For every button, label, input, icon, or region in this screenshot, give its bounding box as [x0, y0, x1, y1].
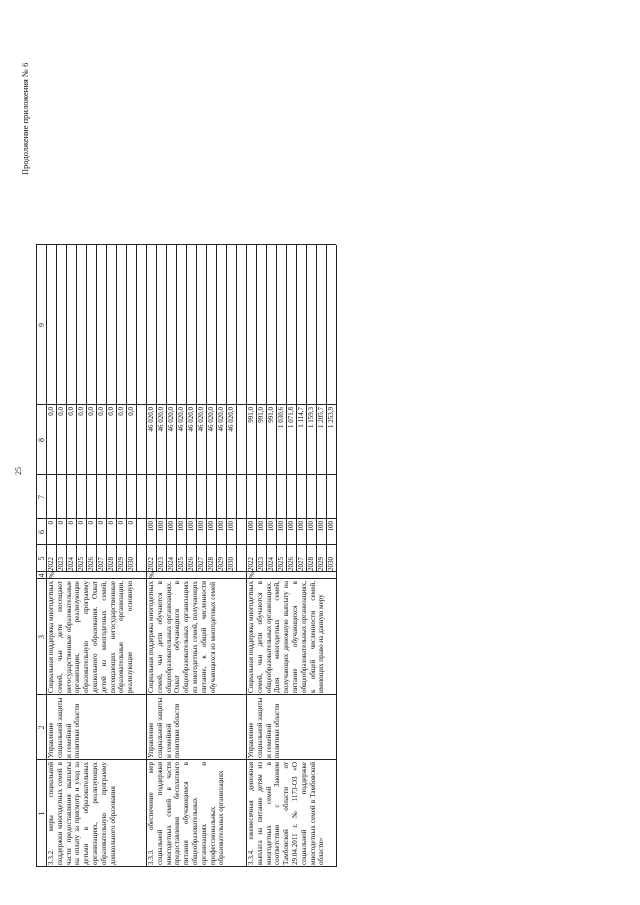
indicator-description: Социальная поддержка многодетных семей, чьи дети обучаются в общеобразовательных организациях. Охват обучающихся в общеобразовательных организациях из многодетных семей, получающих питание, к общей численности обучающихся из многодетных семей	[147, 581, 217, 693]
executor: Управление социальной защиты и семейной политики области	[247, 697, 282, 758]
unit: %	[248, 572, 256, 578]
amount-cell: 46 020,0	[157, 407, 165, 432]
amount-cell: 46 020,0	[227, 407, 235, 432]
year-cell: 2030	[227, 557, 235, 571]
column-number: 4	[37, 573, 46, 578]
grid-line	[36, 866, 336, 867]
value-cell: 100	[217, 521, 225, 532]
year-cell: 2022	[147, 557, 155, 571]
value-cell: 0	[127, 521, 135, 525]
amount-cell: 1 114,7	[297, 407, 305, 428]
year-cell: 2029	[217, 557, 225, 571]
year-cell: 2023	[157, 557, 165, 571]
year-cell: 2026	[287, 557, 295, 571]
indicator-description: Социальная поддержка многодетных семей, чьи дети посещают негосударственные образовательные организации, реализующие образовательную программу дошкольного образования. Охват детей из многодетных семей, посещающих негосударственные образовательные организации, реализующие основную	[47, 581, 135, 693]
measure-name: 3.3.4. ежемесячная денежная выплата на питание детям из многодетных семей в соответствии с Законом Тамбовской области от 29.04.2011 г. № 1173-ОЗ «О социальной поддержке многодетных семей в Тамбовской области»	[247, 762, 326, 865]
value-cell: 100	[277, 521, 285, 532]
amount-cell: 1 205,7	[317, 407, 325, 428]
year-cell: 2030	[127, 557, 135, 571]
year-cell: 2029	[317, 557, 325, 571]
year-cell: 2024	[167, 557, 175, 571]
amount-cell: 46 020,0	[187, 407, 195, 432]
amount-cell: 46 020,0	[147, 407, 155, 432]
value-cell: 100	[197, 521, 205, 532]
value-cell: 100	[327, 521, 335, 532]
year-cell: 2027	[197, 557, 205, 571]
column-number: 7	[37, 495, 46, 499]
year-cell: 2027	[97, 557, 105, 571]
amount-cell: 0,0	[127, 407, 135, 416]
year-cell: 2029	[117, 557, 125, 571]
value-cell: 100	[207, 521, 215, 532]
grid-line	[236, 245, 237, 572]
column-number: 3	[37, 635, 46, 639]
value-cell: 0	[107, 521, 115, 525]
value-cell: 100	[157, 521, 165, 532]
indicator-description: Социальная поддержка многодетных семей, чьи дети обучаются в общеобразовательных организациях. Доля многодетных семей, получающих денежную выплату на питание обучающихся в общеобразовательных организациях, к общей численности семей, имеющих право на данную меру	[247, 581, 326, 693]
amount-cell: 0,0	[107, 407, 115, 416]
page-number: 25	[14, 467, 23, 475]
amount-cell: 1 159,3	[307, 407, 315, 428]
year-cell: 2022	[47, 557, 55, 571]
amount-cell: 0,0	[117, 407, 125, 416]
value-cell: 0	[87, 521, 95, 525]
year-cell: 2028	[107, 557, 115, 571]
amount-cell: 0,0	[57, 407, 65, 416]
amount-cell: 991,0	[247, 407, 255, 423]
amount-cell: 0,0	[87, 407, 95, 416]
year-cell: 2025	[77, 557, 85, 571]
column-number: 2	[37, 725, 46, 730]
column-number: 8	[37, 438, 46, 442]
grid-line	[36, 578, 336, 579]
amount-cell: 991,0	[267, 407, 275, 423]
year-cell: 2024	[67, 557, 75, 571]
year-cell: 2026	[187, 557, 195, 571]
unit: %	[48, 572, 56, 578]
measure-name: 3.3.3. обеспечение мер социальной поддержки многодетных семей в части предоставления бесплатного питания обучающимся в общеобразовательных организациях и профессиональных образовательных организациях	[147, 762, 226, 865]
year-cell: 2027	[297, 557, 305, 571]
measure-name: 3.3.2. меры социальной поддержки многодетных семей в части предоставления выплаты на оплату за присмотр и уход за детьми в образовательных организациях, реализующих образовательную программу дошкольного образования	[47, 762, 117, 865]
grid-line	[136, 245, 137, 572]
value-cell: 100	[257, 521, 265, 532]
executor: Управление социальной защиты и семейной политики области	[147, 697, 182, 758]
value-cell: 100	[167, 521, 175, 532]
amount-cell: 46 020,0	[167, 407, 175, 432]
year-cell: 2028	[307, 557, 315, 571]
year-cell: 2025	[177, 557, 185, 571]
unit: %	[148, 572, 156, 578]
amount-cell: 1 030,6	[277, 407, 285, 428]
value-cell: 0	[97, 521, 105, 525]
value-cell: 100	[287, 521, 295, 532]
amount-cell: 0,0	[67, 407, 75, 416]
year-cell: 2028	[207, 557, 215, 571]
value-cell: 0	[67, 521, 75, 525]
year-cell: 2022	[247, 557, 255, 571]
year-cell: 2023	[57, 557, 65, 571]
amount-cell: 991,0	[257, 407, 265, 423]
amount-cell: 46 020,0	[207, 407, 215, 432]
amount-cell: 1 253,9	[327, 407, 335, 428]
value-cell: 100	[147, 521, 155, 532]
value-cell: 0	[57, 521, 65, 525]
amount-cell: 0,0	[97, 407, 105, 416]
value-cell: 100	[247, 521, 255, 532]
value-cell: 100	[187, 521, 195, 532]
amount-cell: 46 020,0	[217, 407, 225, 432]
value-cell: 100	[317, 521, 325, 532]
year-cell: 2023	[257, 557, 265, 571]
amount-cell: 0,0	[47, 407, 55, 416]
value-cell: 100	[307, 521, 315, 532]
column-number: 1	[37, 811, 46, 816]
amount-cell: 46 020,0	[197, 407, 205, 432]
column-number: 9	[37, 323, 46, 327]
year-cell: 2026	[87, 557, 95, 571]
column-number: 6	[37, 530, 46, 534]
amount-cell: 0,0	[77, 407, 85, 416]
year-cell: 2025	[277, 557, 285, 571]
grid-line	[36, 694, 336, 695]
year-cell: 2024	[267, 557, 275, 571]
value-cell: 0	[47, 521, 55, 525]
executor: Управление социальной защиты и семейной политики области	[47, 697, 82, 758]
amount-cell: 1 071,8	[287, 407, 295, 428]
grid-line	[36, 759, 336, 760]
attachment-label: Продолжение приложения № 6	[20, 62, 30, 175]
grid-line	[336, 245, 337, 867]
value-cell: 100	[227, 521, 235, 532]
rotated-table-page	[0, 30, 640, 875]
column-number: 5	[37, 556, 46, 561]
value-cell: 0	[77, 521, 85, 525]
value-cell: 100	[177, 521, 185, 532]
value-cell: 0	[117, 521, 125, 525]
value-cell: 100	[297, 521, 305, 532]
amount-cell: 46 020,0	[177, 407, 185, 432]
value-cell: 100	[267, 521, 275, 532]
year-cell: 2030	[327, 557, 335, 571]
